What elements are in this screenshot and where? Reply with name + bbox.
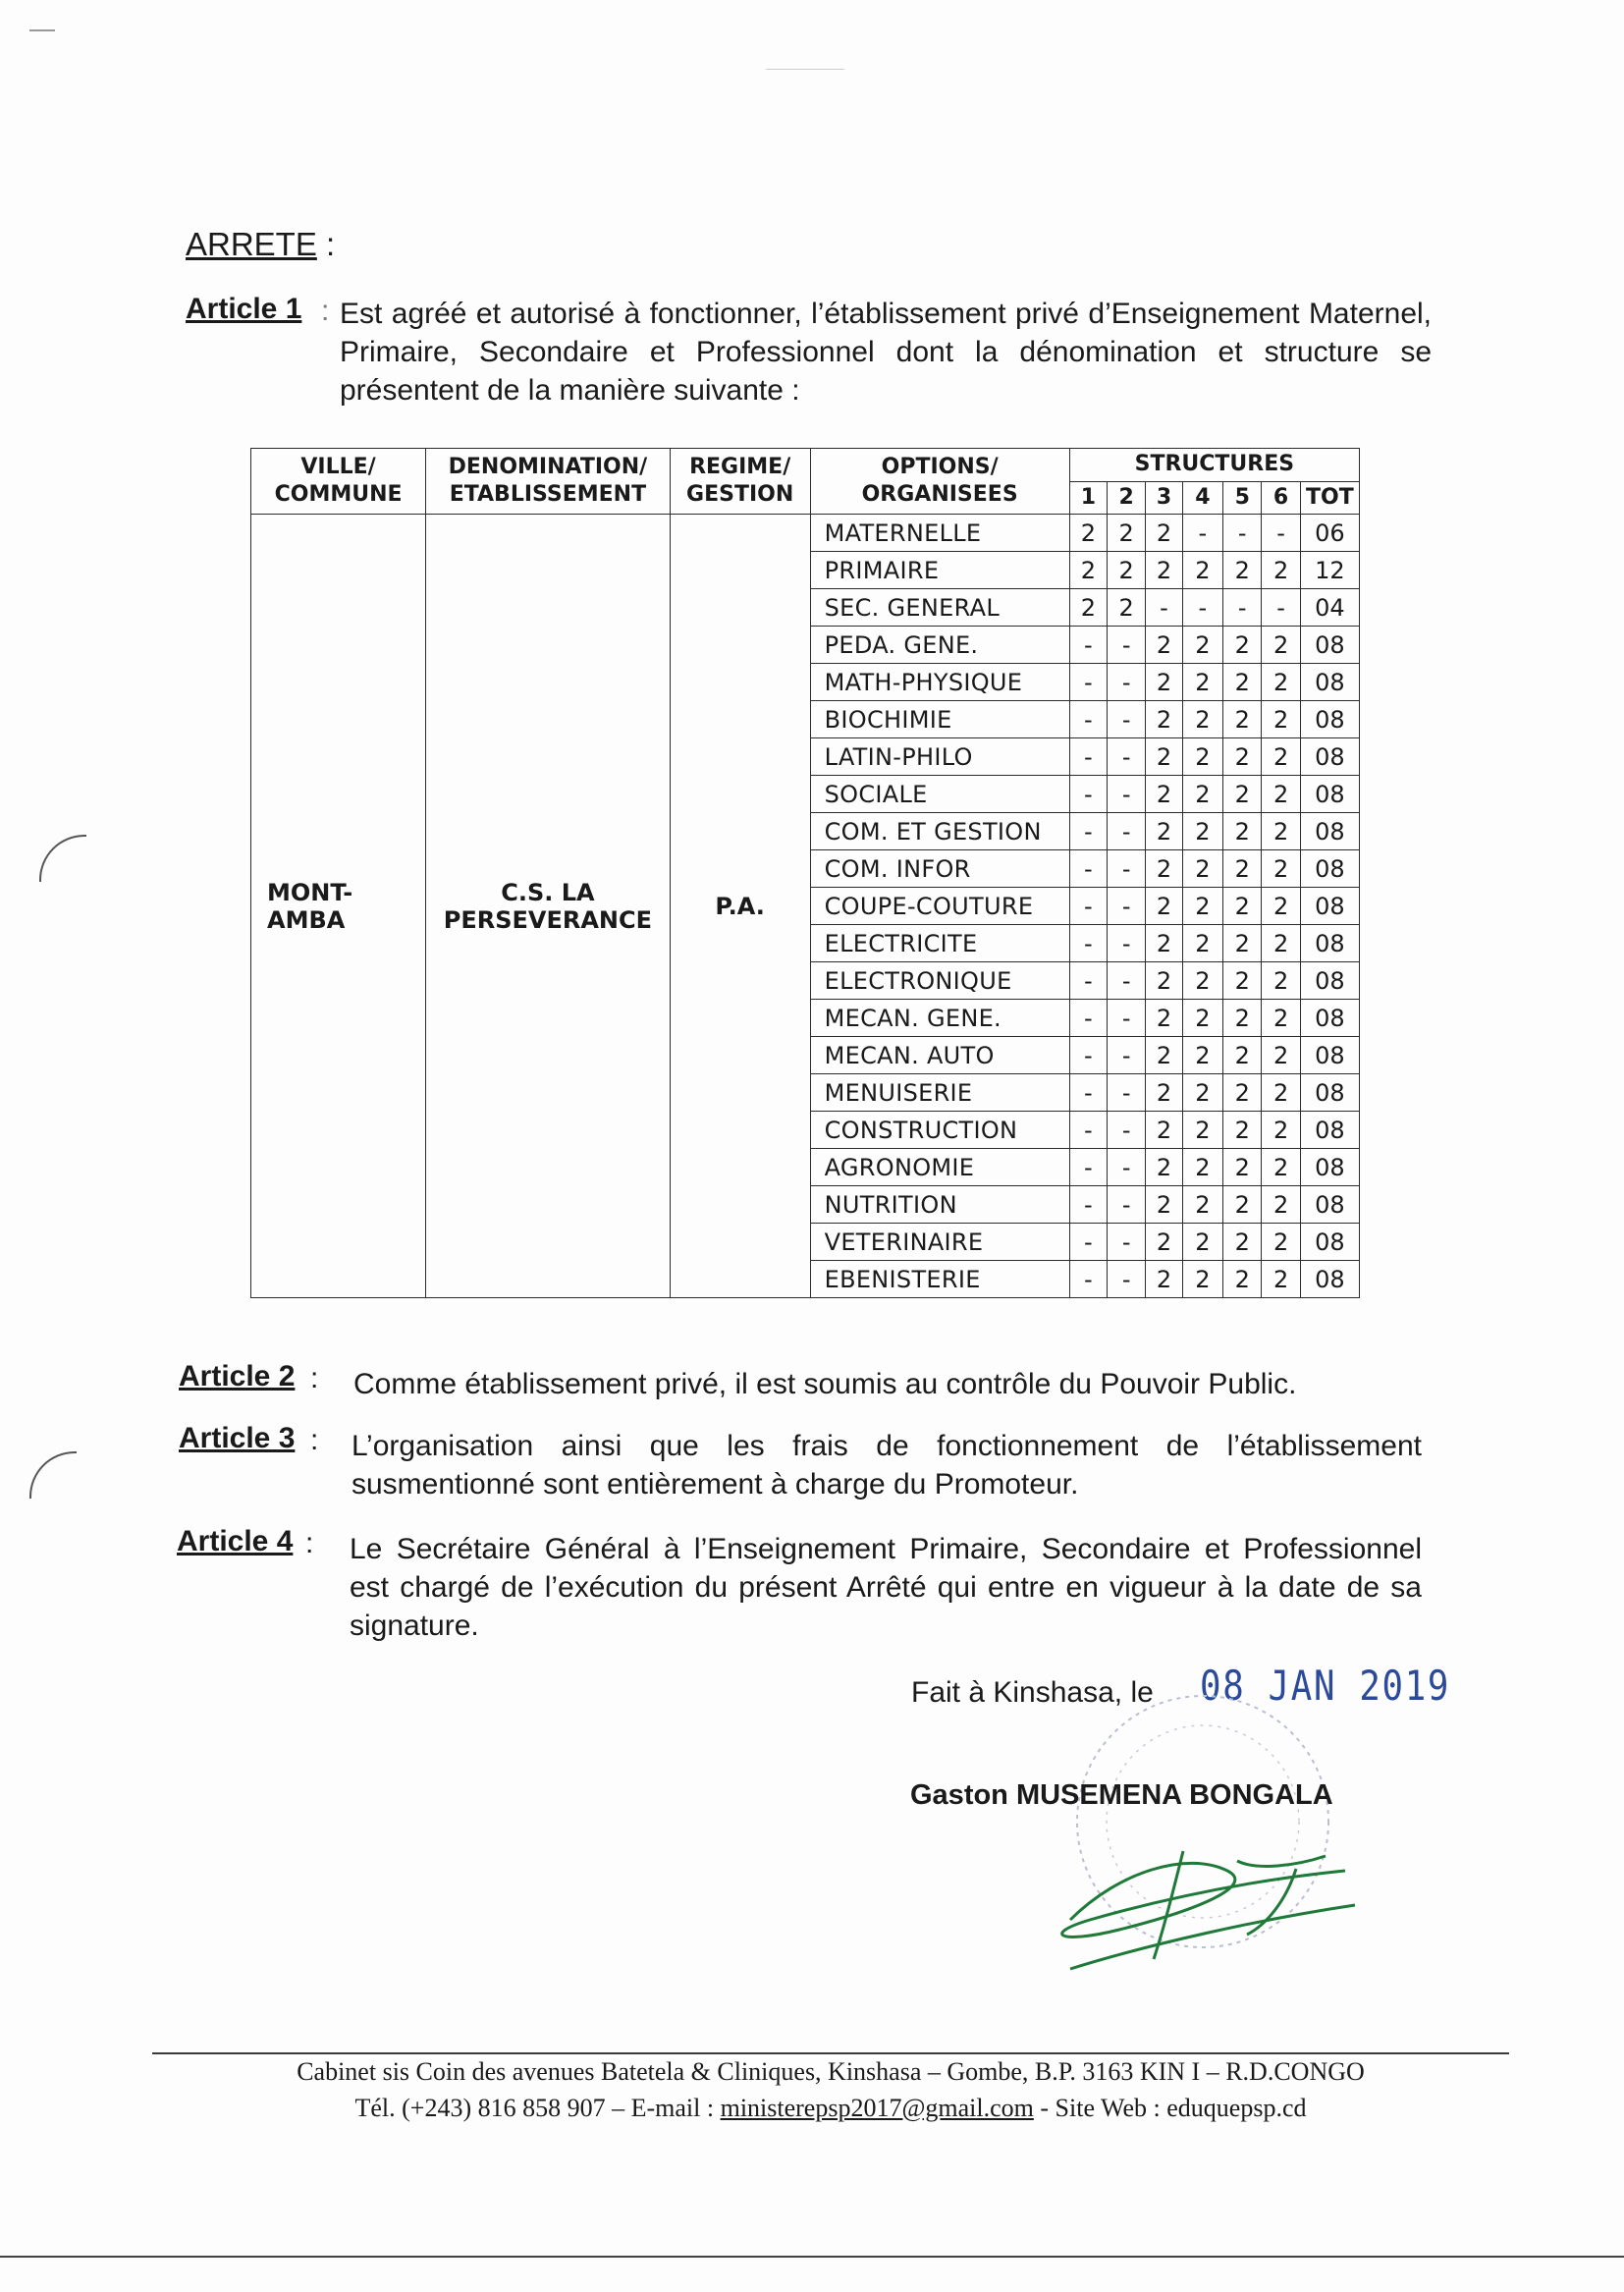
cell-structure-value: - [1108, 850, 1146, 888]
cell-option: MENUISERIE [810, 1074, 1069, 1112]
scan-mark [766, 69, 844, 70]
cell-total: 08 [1300, 813, 1359, 850]
cell-total: 08 [1300, 925, 1359, 962]
cell-structure-value: 2 [1262, 1037, 1300, 1074]
cell-option: NUTRITION [810, 1186, 1069, 1224]
cell-total: 08 [1300, 1074, 1359, 1112]
cell-structure-value: 2 [1146, 850, 1182, 888]
header-structure-col: 3 [1146, 481, 1182, 515]
cell-structure-value: - [1069, 627, 1107, 664]
footer-tel: Tél. (+243) 816 858 907 – E-mail : [354, 2094, 721, 2122]
cell-total: 08 [1300, 962, 1359, 1000]
cell-structure-value: - [1108, 813, 1146, 850]
cell-structure-value: - [1182, 589, 1222, 627]
article-1-text: Est agréé et autorisé à fonctionner, l’établissement privé d’Enseignement Maternel, Primaire, Secondaire et Professionnel dont la dénomination et structure se présentent de la manière suivante : [340, 298, 1432, 407]
cell-structure-value: 2 [1069, 515, 1107, 552]
footer-site: - Site Web : eduquepsp.cd [1033, 2094, 1307, 2122]
cell-structure-value: 2 [1182, 1074, 1222, 1112]
cell-structure-value: - [1069, 1074, 1107, 1112]
cell-structure-value: 2 [1262, 850, 1300, 888]
cell-structure-value: - [1182, 515, 1222, 552]
cell-structure-value: 2 [1146, 1037, 1182, 1074]
article-1-label: Article 1 [186, 293, 302, 325]
cell-structure-value: 2 [1182, 701, 1222, 738]
header-ville: VILLE/ COMMUNE [251, 449, 426, 515]
cell-total: 04 [1300, 589, 1359, 627]
footer-rule [152, 2052, 1509, 2054]
cell-option: SOCIALE [810, 776, 1069, 813]
cell-structure-value: 2 [1182, 962, 1222, 1000]
cell-option: CONSTRUCTION [810, 1112, 1069, 1149]
cell-structure-value: 2 [1182, 552, 1222, 589]
cell-structure-value: - [1069, 1224, 1107, 1261]
closing-place: Fait à Kinshasa, le [911, 1676, 1154, 1709]
cell-structure-value: 2 [1182, 627, 1222, 664]
cell-structure-value: - [1146, 589, 1182, 627]
cell-option: LATIN-PHILO [810, 738, 1069, 776]
header-structure-col: 5 [1223, 481, 1262, 515]
cell-structure-value: 2 [1146, 664, 1182, 701]
article-3-label: Article 3 [179, 1422, 296, 1454]
cell-structure-value: 2 [1262, 776, 1300, 813]
cell-structure-value: 2 [1223, 664, 1262, 701]
arrete-heading [186, 226, 335, 263]
cell-option: ELECTRICITE [810, 925, 1069, 962]
cell-structure-value: 2 [1069, 589, 1107, 627]
cell-structure-value: 2 [1146, 888, 1182, 925]
cell-structure-value: 2 [1223, 776, 1262, 813]
footer-contact [152, 2094, 1509, 2123]
scan-mark [29, 29, 55, 31]
cell-structure-value: 2 [1146, 1000, 1182, 1037]
cell-structure-value: - [1108, 1000, 1146, 1037]
cell-structure-value: - [1069, 1112, 1107, 1149]
cell-structure-value: - [1069, 1186, 1107, 1224]
cell-total: 12 [1300, 552, 1359, 589]
cell-structure-value: 2 [1182, 888, 1222, 925]
article-4-text: Le Secrétaire Général à l’Enseignement Primaire, Secondaire et Professionnel est chargé de l’exécution du présent Arrêté qui entre en vigueur à la date de sa signature. [350, 1533, 1422, 1642]
article-1-sep: : [321, 295, 330, 327]
cell-structure-value: 2 [1182, 1112, 1222, 1149]
heading-colon: : [326, 226, 336, 262]
cell-structure-value: 2 [1108, 589, 1146, 627]
cell-structure-value: 2 [1182, 664, 1222, 701]
cell-total: 08 [1300, 627, 1359, 664]
cell-structure-value: - [1108, 925, 1146, 962]
article-4-sep: : [305, 1527, 314, 1559]
cell-structure-value: - [1108, 1074, 1146, 1112]
cell-structure-value: 2 [1146, 627, 1182, 664]
cell-structure-value: - [1108, 1149, 1146, 1186]
cell-option: BIOCHIMIE [810, 701, 1069, 738]
cell-option: PEDA. GENE. [810, 627, 1069, 664]
cell-structure-value: 2 [1223, 1037, 1262, 1074]
cell-structure-value: 2 [1223, 1074, 1262, 1112]
cell-structure-value: 2 [1223, 925, 1262, 962]
cell-structure-value: - [1069, 701, 1107, 738]
date-stamp: 08 JAN 2019 [1200, 1662, 1451, 1710]
cell-total: 08 [1300, 701, 1359, 738]
cell-structure-value: 2 [1223, 1149, 1262, 1186]
cell-structure-value: 2 [1182, 1037, 1222, 1074]
cell-structure-value: - [1108, 664, 1146, 701]
cell-option: ELECTRONIQUE [810, 962, 1069, 1000]
cell-structure-value: 2 [1223, 701, 1262, 738]
article-3-text: L’organisation ainsi que les frais de fonctionnement de l’établissement susmentionné sont entièrement à charge du Promoteur. [352, 1430, 1422, 1501]
cell-option: COM. INFOR [810, 850, 1069, 888]
cell-structure-value: 2 [1223, 627, 1262, 664]
cell-structure-value: 2 [1146, 701, 1182, 738]
cell-structure-value: 2 [1069, 552, 1107, 589]
cell-total: 08 [1300, 1149, 1359, 1186]
signatory-name: Gaston MUSEMENA BONGALA [910, 1779, 1333, 1811]
cell-structure-value: 2 [1182, 1186, 1222, 1224]
cell-total: 08 [1300, 1261, 1359, 1298]
header-structure-col: 4 [1182, 481, 1222, 515]
cell-structure-value: 2 [1146, 552, 1182, 589]
cell-total: 08 [1300, 664, 1359, 701]
cell-structure-value: 2 [1146, 1224, 1182, 1261]
cell-structure-value: 2 [1146, 1261, 1182, 1298]
cell-structure-value: 2 [1262, 664, 1300, 701]
cell-structure-value: 2 [1182, 1149, 1222, 1186]
cell-structure-value: 2 [1146, 1186, 1182, 1224]
cell-structure-value: - [1069, 776, 1107, 813]
cell-structure-value: 2 [1182, 1000, 1222, 1037]
cell-total: 08 [1300, 776, 1359, 813]
cell-structure-value: 2 [1262, 701, 1300, 738]
cell-structure-value: 2 [1182, 1224, 1222, 1261]
cell-regime: P.A. [670, 515, 810, 1298]
cell-structure-value: 2 [1146, 962, 1182, 1000]
cell-structure-value: 2 [1262, 1186, 1300, 1224]
cell-structure-value: 2 [1223, 738, 1262, 776]
cell-structure-value: 2 [1262, 738, 1300, 776]
cell-option: MECAN. GENE. [810, 1000, 1069, 1037]
cell-structure-value: 2 [1223, 888, 1262, 925]
cell-structure-value: 2 [1108, 552, 1146, 589]
scan-edge-line [0, 2256, 1624, 2258]
cell-option: COM. ET GESTION [810, 813, 1069, 850]
cell-option: AGRONOMIE [810, 1149, 1069, 1186]
cell-structure-value: 2 [1262, 962, 1300, 1000]
article-2-label: Article 2 [179, 1360, 296, 1392]
cell-option: MECAN. AUTO [810, 1037, 1069, 1074]
cell-structure-value: 2 [1262, 1149, 1300, 1186]
cell-total: 08 [1300, 1224, 1359, 1261]
cell-total: 08 [1300, 738, 1359, 776]
cell-structure-value: - [1069, 888, 1107, 925]
cell-structure-value: 2 [1262, 1261, 1300, 1298]
cell-structure-value: 2 [1182, 1261, 1222, 1298]
table-row [251, 515, 1360, 552]
cell-structure-value: 2 [1146, 776, 1182, 813]
article-2-sep: : [310, 1362, 319, 1394]
cell-structure-value: - [1108, 1037, 1146, 1074]
cell-structure-value: 2 [1146, 515, 1182, 552]
cell-total: 08 [1300, 1112, 1359, 1149]
cell-structure-value: - [1069, 664, 1107, 701]
cell-option: SEC. GENERAL [810, 589, 1069, 627]
cell-total: 08 [1300, 888, 1359, 925]
header-structures: STRUCTURES [1069, 449, 1359, 482]
footer-address: Cabinet sis Coin des avenues Batetela & Cliniques, Kinshasa – Gombe, B.P. 3163 KIN I – R.D.CONGO [297, 2057, 1365, 2086]
header-structure-col: 1 [1069, 481, 1107, 515]
cell-structure-value: 2 [1262, 1074, 1300, 1112]
signature [1001, 1812, 1375, 1989]
cell-structure-value: - [1223, 589, 1262, 627]
cell-total: 08 [1300, 1037, 1359, 1074]
cell-structure-value: 2 [1146, 1112, 1182, 1149]
article-4-label: Article 4 [177, 1525, 294, 1557]
cell-structure-value: - [1108, 962, 1146, 1000]
cell-structure-value: 2 [1223, 1224, 1262, 1261]
cell-structure-value: - [1108, 1224, 1146, 1261]
cell-structure-value: 2 [1223, 552, 1262, 589]
cell-structure-value: 2 [1108, 515, 1146, 552]
cell-structure-value: 2 [1223, 850, 1262, 888]
cell-total: 08 [1300, 1000, 1359, 1037]
cell-structure-value: - [1223, 515, 1262, 552]
cell-option: PRIMAIRE [810, 552, 1069, 589]
cell-structure-value: 2 [1262, 888, 1300, 925]
header-structure-col: TOT [1300, 481, 1359, 515]
cell-total: 06 [1300, 515, 1359, 552]
cell-option: COUPE-COUTURE [810, 888, 1069, 925]
cell-structure-value: - [1108, 627, 1146, 664]
cell-structure-value: - [1069, 1149, 1107, 1186]
cell-ville: MONT- AMBA [251, 515, 426, 1298]
cell-option: VETERINAIRE [810, 1224, 1069, 1261]
punch-hole-mark [39, 835, 86, 882]
cell-structure-value: 2 [1262, 552, 1300, 589]
cell-structure-value: 2 [1146, 813, 1182, 850]
cell-structure-value: - [1069, 962, 1107, 1000]
header-structure-col: 6 [1262, 481, 1300, 515]
cell-structure-value: 2 [1182, 776, 1222, 813]
cell-structure-value: 2 [1262, 1224, 1300, 1261]
cell-structure-value: - [1069, 1000, 1107, 1037]
cell-structure-value: - [1108, 1186, 1146, 1224]
cell-structure-value: - [1069, 1261, 1107, 1298]
cell-structure-value: - [1108, 776, 1146, 813]
header-structure-col: 2 [1108, 481, 1146, 515]
cell-structure-value: 2 [1262, 627, 1300, 664]
cell-structure-value: - [1069, 1037, 1107, 1074]
cell-structure-value: 2 [1223, 813, 1262, 850]
heading-text: ARRETE [186, 226, 317, 262]
header-denomination: DENOMINATION/ ETABLISSEMENT [426, 449, 671, 515]
cell-structure-value: - [1069, 925, 1107, 962]
article-3-sep: : [310, 1424, 319, 1456]
punch-hole-mark [29, 1451, 77, 1499]
cell-structure-value: 2 [1146, 738, 1182, 776]
cell-structure-value: 2 [1262, 1000, 1300, 1037]
cell-structure-value: 2 [1223, 1112, 1262, 1149]
cell-structure-value: - [1108, 738, 1146, 776]
cell-structure-value: 2 [1262, 925, 1300, 962]
cell-option: MATERNELLE [810, 515, 1069, 552]
cell-total: 08 [1300, 850, 1359, 888]
cell-structure-value: - [1262, 515, 1300, 552]
cell-structure-value: 2 [1146, 1074, 1182, 1112]
cell-etablissement: C.S. LA PERSEVERANCE [426, 515, 671, 1298]
header-regime: REGIME/ GESTION [670, 449, 810, 515]
cell-structure-value: 2 [1146, 1149, 1182, 1186]
cell-structure-value: 2 [1262, 813, 1300, 850]
cell-total: 08 [1300, 1186, 1359, 1224]
cell-structure-value: 2 [1223, 1186, 1262, 1224]
cell-structure-value: - [1069, 738, 1107, 776]
cell-structure-value: 2 [1182, 738, 1222, 776]
cell-structure-value: - [1108, 701, 1146, 738]
cell-structure-value: - [1108, 1261, 1146, 1298]
cell-structure-value: 2 [1182, 850, 1222, 888]
cell-structure-value: 2 [1223, 962, 1262, 1000]
cell-structure-value: 2 [1223, 1261, 1262, 1298]
cell-structure-value: 2 [1182, 813, 1222, 850]
cell-option: EBENISTERIE [810, 1261, 1069, 1298]
cell-structure-value: - [1108, 888, 1146, 925]
cell-structure-value: 2 [1182, 925, 1222, 962]
cell-structure-value: - [1069, 850, 1107, 888]
header-options: OPTIONS/ ORGANISEES [810, 449, 1069, 515]
structures-table [250, 448, 1360, 1298]
article-2-text: Comme établissement privé, il est soumis au contrôle du Pouvoir Public. [353, 1368, 1297, 1400]
cell-structure-value: - [1108, 1112, 1146, 1149]
cell-structure-value: 2 [1262, 1112, 1300, 1149]
cell-option: MATH-PHYSIQUE [810, 664, 1069, 701]
cell-structure-value: - [1262, 589, 1300, 627]
footer-email[interactable]: ministerepsp2017@gmail.com [720, 2094, 1034, 2122]
cell-structure-value: 2 [1146, 925, 1182, 962]
cell-structure-value: 2 [1223, 1000, 1262, 1037]
cell-structure-value: - [1069, 813, 1107, 850]
